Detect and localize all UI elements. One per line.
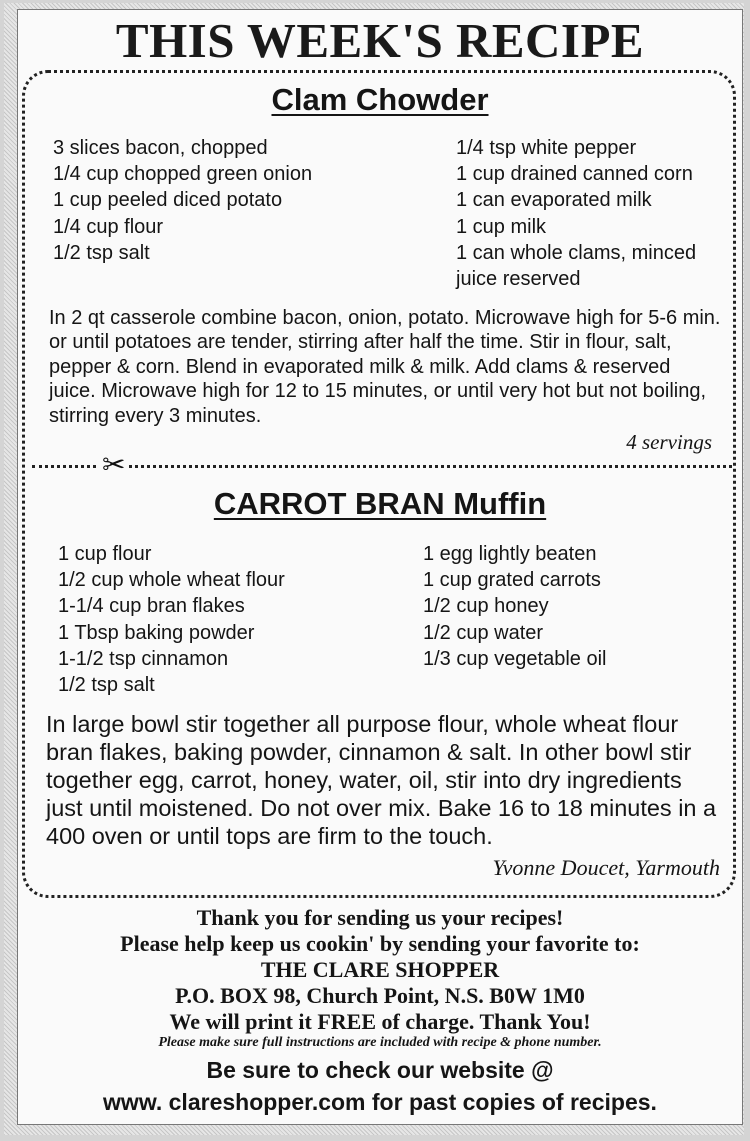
page-title: THIS WEEK'S RECIPE <box>115 13 645 68</box>
ingredient-item: 1 Tbsp baking powder <box>58 621 255 644</box>
method-line: 400 oven or until tops are firm to the touch. <box>46 823 493 849</box>
method-line: or until potatoes are tender, stirring after half the time. Stir in flour, salt, <box>49 331 672 354</box>
ingredients-list-right <box>456 135 696 292</box>
scissors-icon: ✂ <box>98 450 129 480</box>
ingredient-item: 1 can whole clams, minced <box>456 241 697 264</box>
ingredient-item: 1/2 tsp salt <box>58 673 155 696</box>
ingredient-item: 1/2 cup water <box>423 621 544 644</box>
ingredients-list-left <box>53 135 312 266</box>
fine-print: Please make sure full instructions are included with recipe & phone number. <box>158 1035 602 1050</box>
recipe-title-clam-chowder: Clam Chowder <box>271 82 489 117</box>
recipe-method <box>46 710 746 850</box>
ingredient-item: 1 cup peeled diced potato <box>53 189 283 212</box>
website-line: Be sure to check our website @ <box>206 1057 554 1083</box>
footer-line: THE CLARE SHOPPER <box>260 957 500 982</box>
method-line: just until moistened. Do not over mix. Bake 16 to 18 minutes in a <box>46 795 717 821</box>
ingredient-item: 3 slices bacon, chopped <box>53 137 268 159</box>
footer-message <box>18 905 742 1035</box>
servings-note: 4 servings <box>626 430 712 454</box>
ingredient-item: 1/2 tsp salt <box>53 241 150 264</box>
ingredient-item: 1 can evaporated milk <box>456 189 652 212</box>
ingredient-item: juice reserved <box>456 267 581 290</box>
ingredient-item: 1 cup flour <box>58 543 152 565</box>
ingredient-item: 1 egg lightly beaten <box>423 543 597 565</box>
cut-line-divider <box>32 465 732 468</box>
recipe-credit: Yvonne Doucet, Yarmouth <box>492 855 720 880</box>
ingredient-item: 1/4 cup flour <box>53 215 164 238</box>
ingredient-item: 1/2 cup whole wheat flour <box>58 569 285 592</box>
ingredient-item: 1/4 cup chopped green onion <box>53 163 313 186</box>
website-line: www. clareshopper.com for past copies of recipes. <box>103 1089 657 1115</box>
method-line: bran flakes, baking powder, cinnamon & salt. In other bowl stir <box>46 739 692 765</box>
website-note <box>18 1054 742 1118</box>
ingredient-item: 1/3 cup vegetable oil <box>423 647 607 670</box>
ingredient-item: 1-1/4 cup bran flakes <box>58 595 245 618</box>
recipe-page <box>4 3 744 1135</box>
footer-line: P.O. BOX 98, Church Point, N.S. B0W 1M0 <box>175 983 585 1008</box>
method-line: together egg, carrot, honey, water, oil, stir into dry ingredients <box>46 767 682 793</box>
ingredient-item: 1/4 tsp white pepper <box>456 137 637 159</box>
method-line: pepper & corn. Blend in evaporated milk & milk. Add clams & reserved <box>49 355 671 378</box>
method-line: In large bowl stir together all purpose flour, whole wheat flour <box>46 711 679 737</box>
recipe-method <box>49 306 739 428</box>
recipe-title-carrot-bran-muffin: CARROT BRAN Muffin <box>213 486 547 521</box>
ingredient-item: 1-1/2 tsp cinnamon <box>58 647 229 670</box>
footer-line: Thank you for sending us your recipes! <box>196 905 564 930</box>
ingredient-item: 1 cup drained canned corn <box>456 163 693 186</box>
ingredient-item: 1 cup milk <box>456 215 547 238</box>
footer-line: Please help keep us cookin' by sending your favorite to: <box>120 931 640 956</box>
method-line: stirring every 3 minutes. <box>49 404 262 427</box>
method-line: juice. Microwave high for 12 to 15 minutes, or until very hot but not boiling, <box>49 380 707 403</box>
ingredients-list-right <box>423 541 606 672</box>
footer-line: We will print it FREE of charge. Thank You! <box>169 1009 591 1034</box>
method-line: In 2 qt casserole combine bacon, onion, potato. Microwave high for 5-6 min. <box>49 307 721 329</box>
ingredient-item: 1 cup grated carrots <box>423 569 601 592</box>
ingredients-list-left <box>58 541 285 698</box>
recipe-card <box>17 9 743 1125</box>
ingredient-item: 1/2 cup honey <box>423 595 549 618</box>
